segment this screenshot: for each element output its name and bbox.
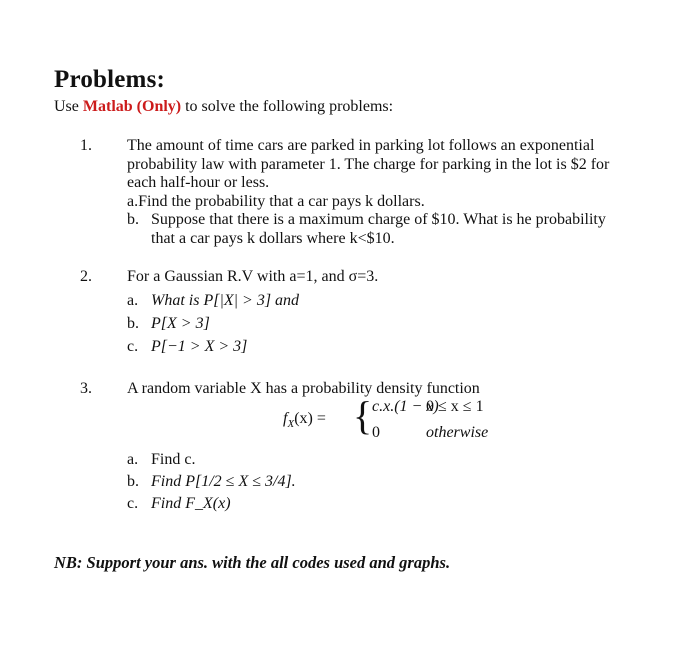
- problem-1-part-a: [127, 193, 627, 212]
- problem-1-text: [127, 137, 627, 248]
- problem-2-statement: For a Gaussian R.V with a=1, and σ=3.: [127, 268, 379, 285]
- problem-3-statement: A random variable X has a probability density function: [127, 380, 480, 397]
- part-text: Find the probability that a car pays k dollars.: [138, 192, 425, 210]
- pdf-case1-cond: 0 ≤ x ≤ 1: [426, 398, 484, 415]
- intro-line: [54, 98, 393, 116]
- part-label: b.: [127, 315, 139, 332]
- part-label: a.: [127, 451, 139, 468]
- note: NB: Support your ans. with the all codes used and graphs.: [54, 553, 451, 572]
- problem-1-line-3: each half-hour or less.: [127, 174, 270, 191]
- part-text: Find P[1/2 ≤ X ≤ 3/4].: [151, 473, 296, 490]
- problem-1-number: 1.: [80, 137, 92, 154]
- pdf-case2-cond: otherwise: [426, 424, 489, 441]
- problem-1-line-1: The amount of time cars are parked in parking lot follows an exponential: [127, 137, 595, 154]
- part-label: b.: [127, 473, 139, 490]
- problem-2-part-b: [127, 312, 627, 335]
- problem-3-part-c: [127, 493, 627, 515]
- problem-3-part-a: [127, 449, 627, 471]
- part-label: a.: [127, 192, 139, 210]
- problem-1-part-b: [127, 211, 627, 248]
- part-text: Find c.: [151, 451, 196, 468]
- part-text: Find F_X(x): [151, 495, 231, 512]
- part-label: c.: [127, 495, 139, 512]
- pdf-lhs: f: [283, 410, 288, 427]
- part-text: P[X > 3]: [151, 315, 210, 332]
- page-title: Problems:: [54, 66, 166, 93]
- part-label: a.: [127, 292, 139, 309]
- problem-2-part-c: [127, 335, 627, 358]
- pdf-lhs-arg: (x) =: [294, 410, 326, 427]
- intro-highlight: Matlab (Only): [82, 98, 182, 115]
- intro-before: Use: [54, 98, 83, 115]
- part-label: c.: [127, 338, 139, 355]
- part-text: Suppose that there is a maximum charge of $10. What is he probability that a car pays k dollars where k<$10.: [151, 211, 606, 247]
- part-text: What is P[|X| > 3] and: [151, 292, 300, 309]
- part-text: P[−1 > X > 3]: [151, 338, 248, 355]
- intro-after: to solve the following problems:: [181, 98, 394, 115]
- problem-1-line-2: probability law with parameter 1. The charge for parking in the lot is $2 for: [127, 155, 610, 173]
- problem-3-number: 3.: [80, 380, 92, 397]
- problem-3-parts: [127, 449, 627, 515]
- problem-2-part-a: [127, 289, 627, 312]
- pdf-case1-expr: c.x.(1 − x): [372, 398, 439, 415]
- brace-icon: {: [353, 393, 373, 438]
- problem-2-parts: [127, 289, 627, 358]
- pdf-case2-expr: 0: [372, 424, 380, 441]
- problem-2-number: 2.: [80, 268, 92, 285]
- part-label: b.: [127, 211, 139, 228]
- pdf-lhs-sub: X: [287, 418, 295, 431]
- problem-3-part-b: [127, 471, 627, 493]
